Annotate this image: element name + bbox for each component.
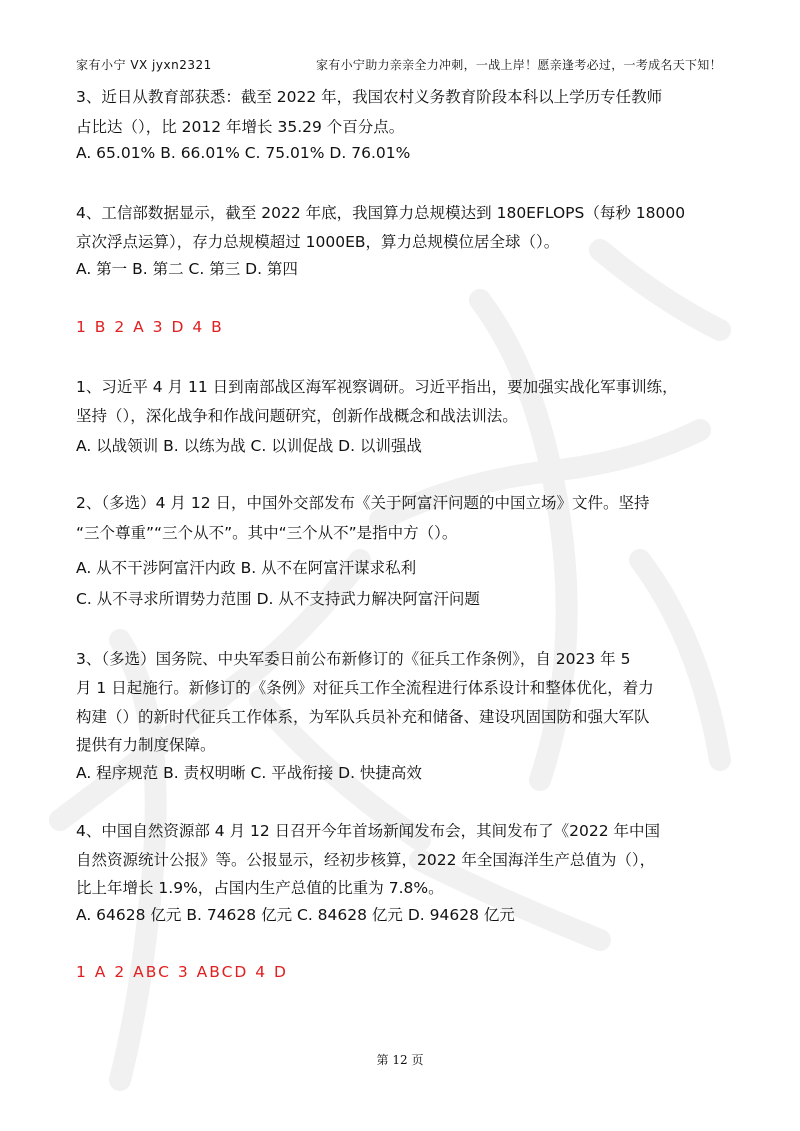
question-3-line-1: 3、近日从教育部获悉：截至 2022 年，我国农村义务教育阶段本科以上学历专任教师	[76, 88, 663, 106]
question-1-line-1: 1、习近平 4 月 11 日到南部战区海军视察调研。习近平指出，要加强实战化军事训练，	[76, 378, 678, 396]
answer-key-1: 1 B 2 A 3 D 4 B	[76, 318, 224, 336]
question-3b-line-4: 提供有力制度保障。	[76, 736, 216, 754]
question-3b-line-2: 月 1 日起施行。新修订的《条例》对征兵工作全流程进行体系设计和整体优化，着力	[76, 679, 654, 697]
question-3b-line-1: 3、（多选）国务院、中央军委日前公布新修订的《征兵工作条例》，自 2023 年 5	[76, 650, 631, 668]
question-4b-options: A. 64628 亿元 B. 74628 亿元 C. 84628 亿元 D. 94628 亿元	[76, 906, 515, 924]
answer-key-2: 1 A 2 ABC 3 ABCD 4 D	[76, 963, 288, 981]
question-2-options-1: A. 从不干涉阿富汗内政 B. 从不在阿富汗谋求私利	[76, 559, 417, 577]
question-2-line-1: 2、（多选）4 月 12 日，中国外交部发布《关于阿富汗问题的中国立场》文件。坚持	[76, 494, 650, 512]
header-left: 家有小宁 VX jyxn2321	[76, 58, 212, 72]
question-3-line-2: 占比达（），比 2012 年增长 35.29 个百分点。	[76, 118, 405, 136]
page-number: 第 12 页	[376, 1053, 424, 1067]
question-4-options: A. 第一 B. 第二 C. 第三 D. 第四	[76, 260, 298, 278]
question-4-line-2: 京次浮点运算），存力总规模超过 1000EB，算力总规模位居全球（）。	[76, 233, 560, 251]
question-3b-line-3: 构建（）的新时代征兵工作体系，为军队兵员补充和储备、建设巩固国防和强大军队	[76, 708, 650, 726]
question-4b-line-2: 自然资源统计公报》等。公报显示，经初步核算，2022 年全国海洋生产总值为（），	[76, 851, 656, 869]
question-4b-line-3: 比上年增长 1.9%，占国内生产总值的比重为 7.8%。	[76, 879, 444, 897]
question-3b-options: A. 程序规范 B. 责权明晰 C. 平战衔接 D. 快捷高效	[76, 764, 422, 782]
question-4b-line-1: 4、中国自然资源部 4 月 12 日召开今年首场新闻发布会，其间发布了《2022 年中国	[76, 822, 661, 840]
question-4-line-1: 4、工信部数据显示，截至 2022 年底，我国算力总规模达到 180EFLOPS（每秒 18000	[76, 204, 686, 222]
header-right: 家有小宁助力亲亲全力冲刺，一战上岸！愿亲逢考必过，一考成名天下知！	[316, 58, 722, 72]
question-2-options-2: C. 从不寻求所谓势力范围 D. 从不支持武力解决阿富汗问题	[76, 590, 480, 608]
question-3-options: A. 65.01% B. 66.01% C. 75.01% D. 76.01%	[76, 144, 411, 162]
question-1-options: A. 以战领训 B. 以练为战 C. 以训促战 D. 以训强战	[76, 437, 422, 455]
question-2-line-2: “三个尊重”“三个从不”。其中“三个从不”是指中方（）。	[76, 524, 458, 542]
question-1-line-2: 坚持（），深化战争和作战问题研究，创新作战概念和战法训法。	[76, 407, 518, 425]
